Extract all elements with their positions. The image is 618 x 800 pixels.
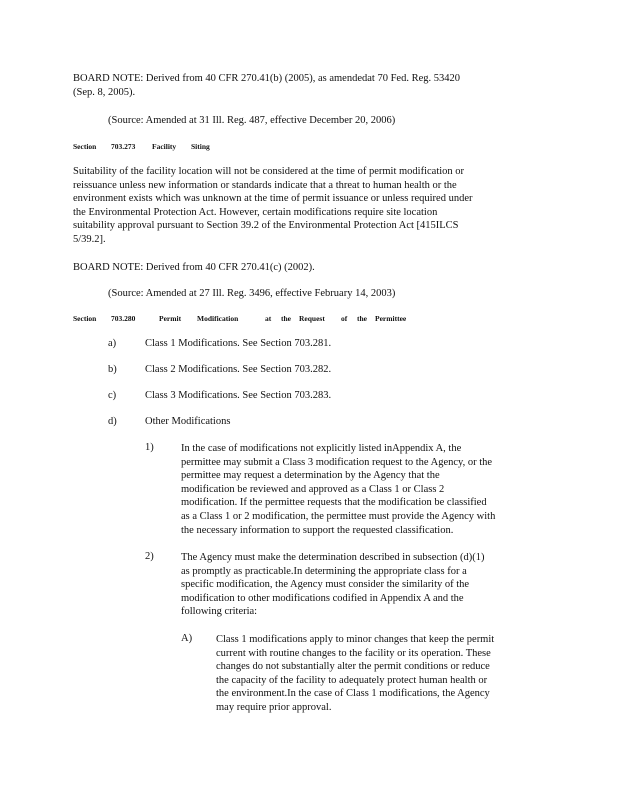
sub-list-label: A) xyxy=(181,633,193,644)
section-number: 703.273 xyxy=(111,142,136,151)
section-number: 703.280 xyxy=(111,314,136,323)
source-note-1 xyxy=(108,114,395,128)
section-title-word: the xyxy=(281,314,291,323)
siting-paragraph xyxy=(73,165,528,247)
list-label: a) xyxy=(108,338,117,349)
text-line: BOARD NOTE: Derived from 40 CFR 270.41(c) (2002). xyxy=(73,262,315,273)
source-note-2 xyxy=(108,287,395,301)
text-line: as a Class 1 or 2 modification, the permittee must provide the Agency with xyxy=(181,510,496,522)
section-title-word: of xyxy=(341,314,348,323)
section-word: Section xyxy=(73,142,97,151)
section-title-word: the xyxy=(357,314,367,323)
text-line: Class 1 modifications apply to minor changes that keep the permit xyxy=(216,634,495,645)
text-line: may require prior approval. xyxy=(216,701,332,713)
text-line: permittee may submit a Class 3 modification request to the Agency, or the xyxy=(181,456,493,468)
text-line: the capacity of the facility to adequately protect human health or xyxy=(216,674,488,686)
text-line: Suitability of the facility location will not be considered at the time of permit modification or xyxy=(73,166,465,177)
sub-item-A-text xyxy=(216,633,528,715)
text-line: the environment.In the case of Class 1 modifications, the Agency xyxy=(216,688,490,700)
board-note-1 xyxy=(73,72,523,99)
text-line: 5/39.2]. xyxy=(73,233,106,245)
text-line: modification. If the permittee requests that the modification be classified xyxy=(181,497,487,509)
text-line: (Source: Amended at 31 Ill. Reg. 487, effective December 20, 2006) xyxy=(108,115,396,126)
list-label: b) xyxy=(108,364,117,375)
text-line: the necessary information to support the requested classification. xyxy=(181,524,454,536)
text-line: reissuance unless new information or standards indicate that a threat to human health or the xyxy=(73,179,457,191)
list-item-text: Class 2 Modifications. See Section 703.282. xyxy=(145,364,332,375)
section-title-word: Siting xyxy=(191,142,210,151)
text-line: (Source: Amended at 27 Ill. Reg. 3496, effective February 14, 2003) xyxy=(108,288,396,299)
text-line: changes do not substantially alter the permit conditions or reduce xyxy=(216,661,490,673)
text-line: In the case of modifications not explicitly listed inAppendix A, the xyxy=(181,443,462,454)
sub-list-label: 1) xyxy=(145,442,154,453)
list-item-text: Other Modifications xyxy=(145,416,231,427)
text-line: modification be reviewed and approved as a Class 1 or Class 2 xyxy=(181,483,445,495)
list-item-text: Class 1 Modifications. See Section 703.281. xyxy=(145,338,332,349)
text-line: current with routine changes to the facility or its operation. These xyxy=(216,647,491,659)
sub-list-label: 2) xyxy=(145,551,154,562)
text-line: as promptly as practicable.In determining the appropriate class for a xyxy=(181,565,467,577)
text-line: the Environmental Protection Act. However, certain modifications require site location xyxy=(73,206,438,218)
section-word: Section xyxy=(73,314,97,323)
section-title-word: Permittee xyxy=(375,314,407,323)
section-title-word: Modification xyxy=(197,314,239,323)
section-title-word: Facility xyxy=(152,142,177,151)
sub-item-2-text xyxy=(181,551,521,619)
text-line: following criteria: xyxy=(181,606,258,618)
board-note-2 xyxy=(73,261,315,275)
text-line: BOARD NOTE: Derived from 40 CFR 270.41(b) (2005), as amendedat 70 Fed. Reg. 53420 xyxy=(73,73,460,84)
text-line: environment exists which was unknown at the time of permit issuance or unless required under xyxy=(73,193,473,205)
section-heading-703-280 xyxy=(73,314,413,326)
section-title-word: Permit xyxy=(159,314,182,323)
section-heading-703-273 xyxy=(73,142,273,154)
text-line: specific modification, the Agency must consider the similarity of the xyxy=(181,579,470,591)
list-label: d) xyxy=(108,416,117,427)
section-title-word: at xyxy=(265,314,272,323)
text-line: (Sep. 8, 2005). xyxy=(73,86,136,98)
text-line: suitability approval pursuant to Section 39.2 of the Environmental Protection Act [415ILCS xyxy=(73,220,459,232)
text-line: modification to other modifications codified in Appendix A and the xyxy=(181,592,464,604)
list-item-text: Class 3 Modifications. See Section 703.283. xyxy=(145,390,332,401)
text-line: The Agency must make the determination described in subsection (d)(1) xyxy=(181,552,485,563)
section-title-word: Request xyxy=(299,314,325,323)
sub-item-1-text xyxy=(181,442,539,537)
list-label: c) xyxy=(108,390,117,401)
text-line: permittee may request a determination by the Agency that the xyxy=(181,470,440,482)
